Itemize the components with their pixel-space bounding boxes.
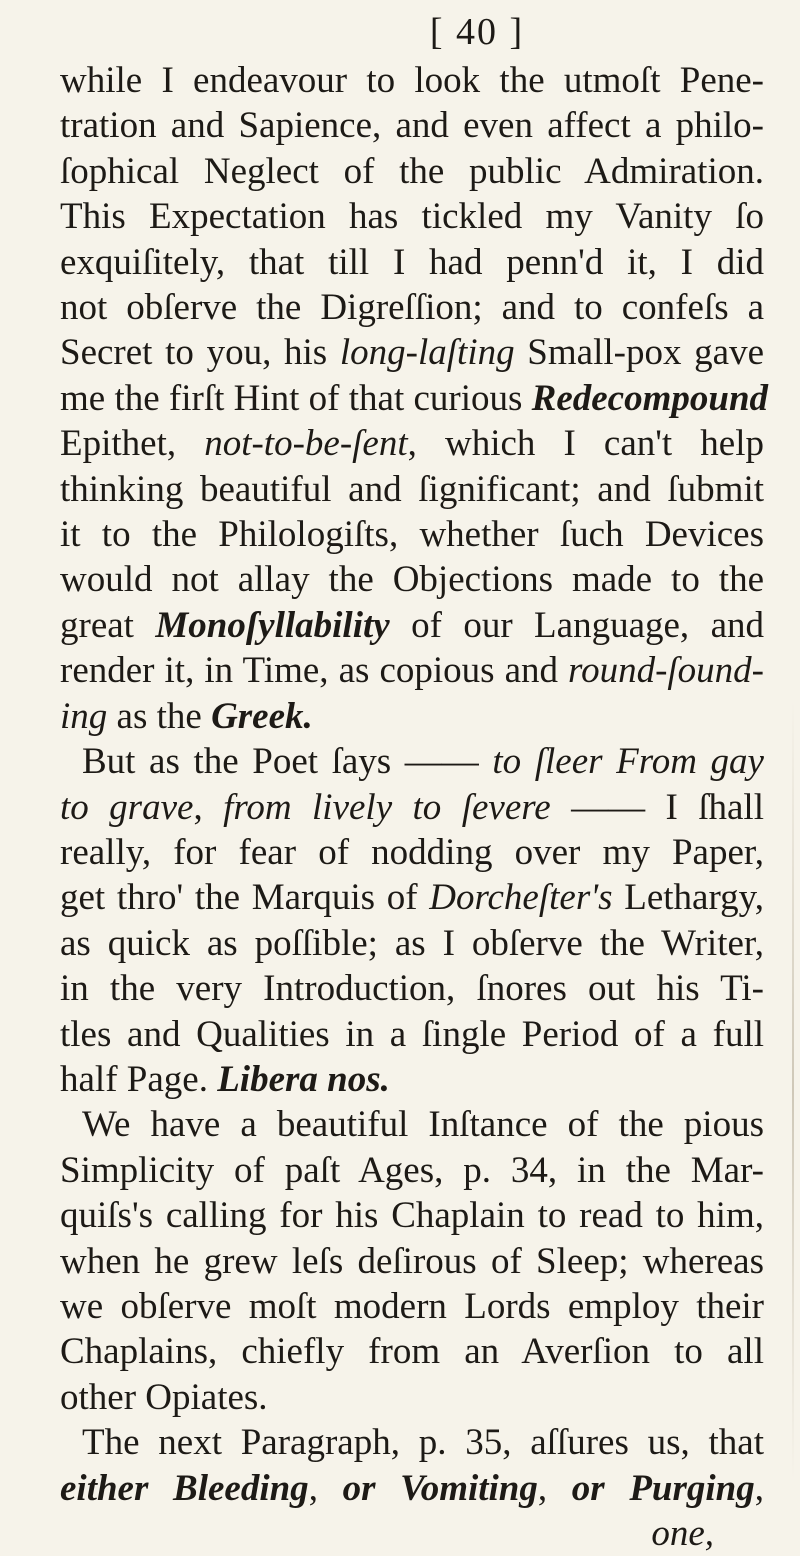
text-line: to grave, from lively to ſevere —— I ſhall [60, 786, 764, 828]
text-line: half Page. Libera nos. [60, 1058, 390, 1100]
text-line: get thro' the Marquis of Dorcheſter's Lethargy, [60, 877, 764, 919]
catchword: one, [651, 1513, 714, 1554]
text-line: thinking beautiful and ſignificant; and ſubmit [60, 468, 764, 510]
text-line: quiſs's calling for his Chaplain to read to him, [60, 1195, 764, 1237]
text-line: other Opiates. [60, 1376, 268, 1418]
text-line: The next Paragraph, p. 35, aſſures us, that [82, 1422, 764, 1464]
text-line: Secret to you, his long-laſting Small-pox gave [60, 332, 764, 374]
text-line: exquiſitely, that till I had penn'd it, I did [60, 241, 764, 283]
text-line: when he grew leſs deſirous of Sleep; whereas [60, 1240, 764, 1282]
text-line: Simplicity of paſt Ages, p. 34, in the Mar- [60, 1149, 764, 1191]
text-line: in the very Introduction, ſnores out his Ti- [60, 968, 764, 1010]
text-line: really, for fear of nodding over my Paper, [60, 831, 764, 873]
text-line: But as the Poet ſays —— to ſleer From gay [82, 741, 764, 783]
text-line: either Bleeding, or Vomiting, or Purging, [60, 1467, 764, 1509]
text-line: render it, in Time, as copious and round-ſound- [60, 650, 764, 692]
text-line: we obſerve moſt modern Lords employ their [60, 1285, 764, 1327]
text-line: great Monoſyllability of our Language, and [60, 604, 764, 646]
text-line: tration and Sapience, and even affect a philo- [60, 105, 764, 147]
text-line: not obſerve the Digreſſion; and to confeſs a [60, 287, 764, 329]
text-line: ſophical Neglect of the public Admiration. [60, 150, 764, 192]
text-line: Epithet, not-to-be-ſent, which I can't help [60, 423, 764, 465]
text-line: as quick as poſſible; as I obſerve the Writer, [60, 922, 764, 964]
text-line: We have a beautiful Inſtance of the pious [82, 1104, 764, 1146]
body-text [60, 58, 769, 1556]
text-line: me the firſt Hint of that curious Redecompound [60, 377, 769, 419]
text-line: This Expectation has tickled my Vanity ſo [60, 196, 764, 238]
page-edge-shadow [792, 700, 794, 1480]
text-line: tles and Qualities in a ſingle Period of a full [60, 1013, 764, 1055]
text-line: would not allay the Objections made to the [60, 559, 764, 601]
text-line: Chaplains, chiefly from an Averſion to all [60, 1331, 764, 1373]
text-line: ing as the Greek. [60, 695, 313, 737]
text-line: it to the Philologiſts, whether ſuch Devices [60, 514, 764, 556]
text-line: while I endeavour to look the utmoſt Pene- [60, 60, 764, 101]
page-number: [ 40 ] [429, 11, 525, 53]
